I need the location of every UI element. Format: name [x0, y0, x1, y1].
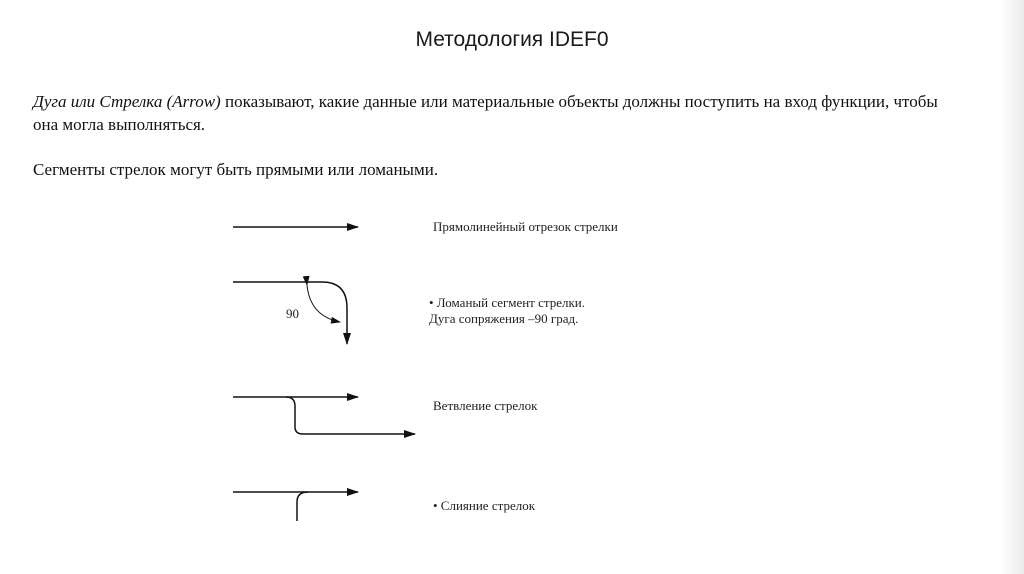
slide-title: Методология IDEF0 [415, 28, 609, 51]
label-straight-segment: Прямолинейный отрезок стрелки [433, 219, 618, 234]
paragraph-segments: Сегменты стрелок могут быть прямыми или ломаными. [33, 160, 439, 179]
label-bent-segment: • Ломаный сегмент стрелки. [429, 295, 585, 310]
label-angle-90: 90 [286, 306, 299, 321]
paragraph-arrow-definition-text: показывают, какие данные или материальные объекты должны поступить на вход функции, чтобы она могла выполняться. [33, 92, 938, 134]
label-merging: • Слияние стрелок [433, 498, 536, 513]
slide-edge-shadow [1000, 0, 1024, 574]
branch-sub-arrow [286, 397, 415, 434]
term-arrow: Дуга или Стрелка (Arrow) [33, 92, 221, 111]
label-fillet-arc: Дуга сопряжения –90 град. [429, 311, 579, 326]
label-branching: Ветвление стрелок [433, 398, 538, 413]
angle-arc [307, 285, 340, 322]
merge-joining-line [297, 492, 308, 521]
